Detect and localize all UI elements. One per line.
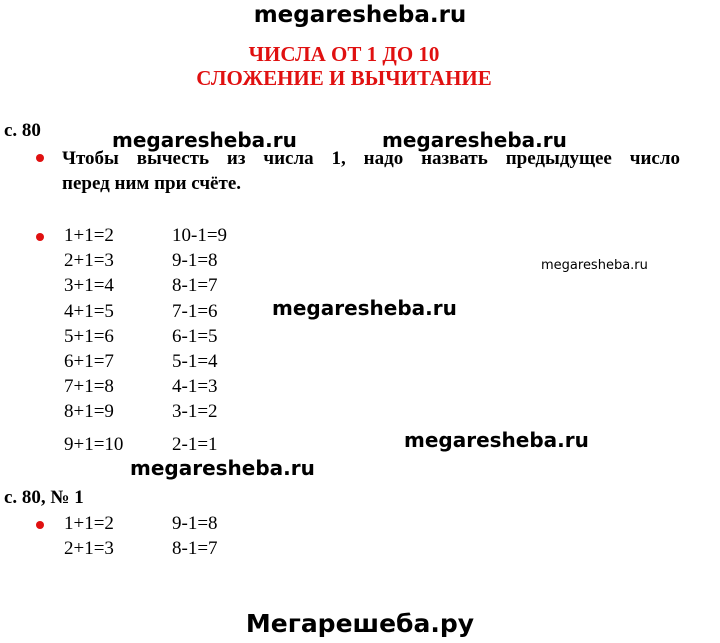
task1-add-1: 1+1=2: [64, 513, 114, 534]
equation-add-6: 6+1=7: [64, 351, 114, 372]
equation-add-8: 8+1=9: [64, 401, 114, 422]
rule-text-line2: перед ним при счёте.: [62, 173, 242, 194]
equation-add-1: 1+1=2: [64, 225, 114, 246]
rule-text-line1: Чтобы вычесть из числа 1, надо назвать предыдущее число: [62, 148, 680, 169]
bullet-rule: [36, 154, 44, 162]
section-label-p80-n1: с. 80, № 1: [4, 487, 84, 508]
task1-sub-2: 8-1=7: [172, 538, 218, 559]
page-title-line1: ЧИСЛА ОТ 1 ДО 10: [248, 42, 440, 66]
task1-add-2: 2+1=3: [64, 538, 114, 559]
equation-sub-8: 3-1=2: [172, 401, 218, 422]
equation-sub-2: 9-1=8: [172, 250, 218, 271]
page-title-line2: СЛОЖЕНИЕ И ВЫЧИТАНИЕ: [196, 66, 492, 90]
watermark-5: megaresheba.ru: [130, 456, 315, 480]
section-label-p80: с. 80: [4, 120, 41, 141]
rule-text: [62, 146, 680, 196]
footer-watermark: Мегарешеба.ру: [245, 609, 475, 638]
equation-sub-6: 5-1=4: [172, 351, 218, 372]
equation-add-5: 5+1=6: [64, 326, 114, 347]
header-watermark: megaresheba.ru: [253, 2, 467, 28]
watermark-4: megaresheba.ru: [404, 428, 589, 452]
equation-add-3: 3+1=4: [64, 275, 114, 296]
watermark-small: megaresheba.ru: [541, 258, 648, 273]
watermark-3: megaresheba.ru: [272, 296, 457, 320]
equation-sub-4: 7-1=6: [172, 301, 218, 322]
equation-add-9: 9+1=10: [64, 434, 124, 455]
equation-add-4: 4+1=5: [64, 301, 114, 322]
equation-sub-1: 10-1=9: [172, 225, 228, 246]
watermark-2: megaresheba.ru: [382, 128, 567, 152]
equation-add-7: 7+1=8: [64, 376, 114, 397]
bullet-section2: [36, 521, 44, 529]
equation-sub-3: 8-1=7: [172, 275, 218, 296]
watermark-1: megaresheba.ru: [112, 128, 297, 152]
equation-add-2: 2+1=3: [64, 250, 114, 271]
equation-sub-5: 6-1=5: [172, 326, 218, 347]
task1-sub-1: 9-1=8: [172, 513, 218, 534]
equation-sub-7: 4-1=3: [172, 376, 218, 397]
bullet-equations: [36, 233, 44, 241]
equation-sub-9: 2-1=1: [172, 434, 218, 455]
